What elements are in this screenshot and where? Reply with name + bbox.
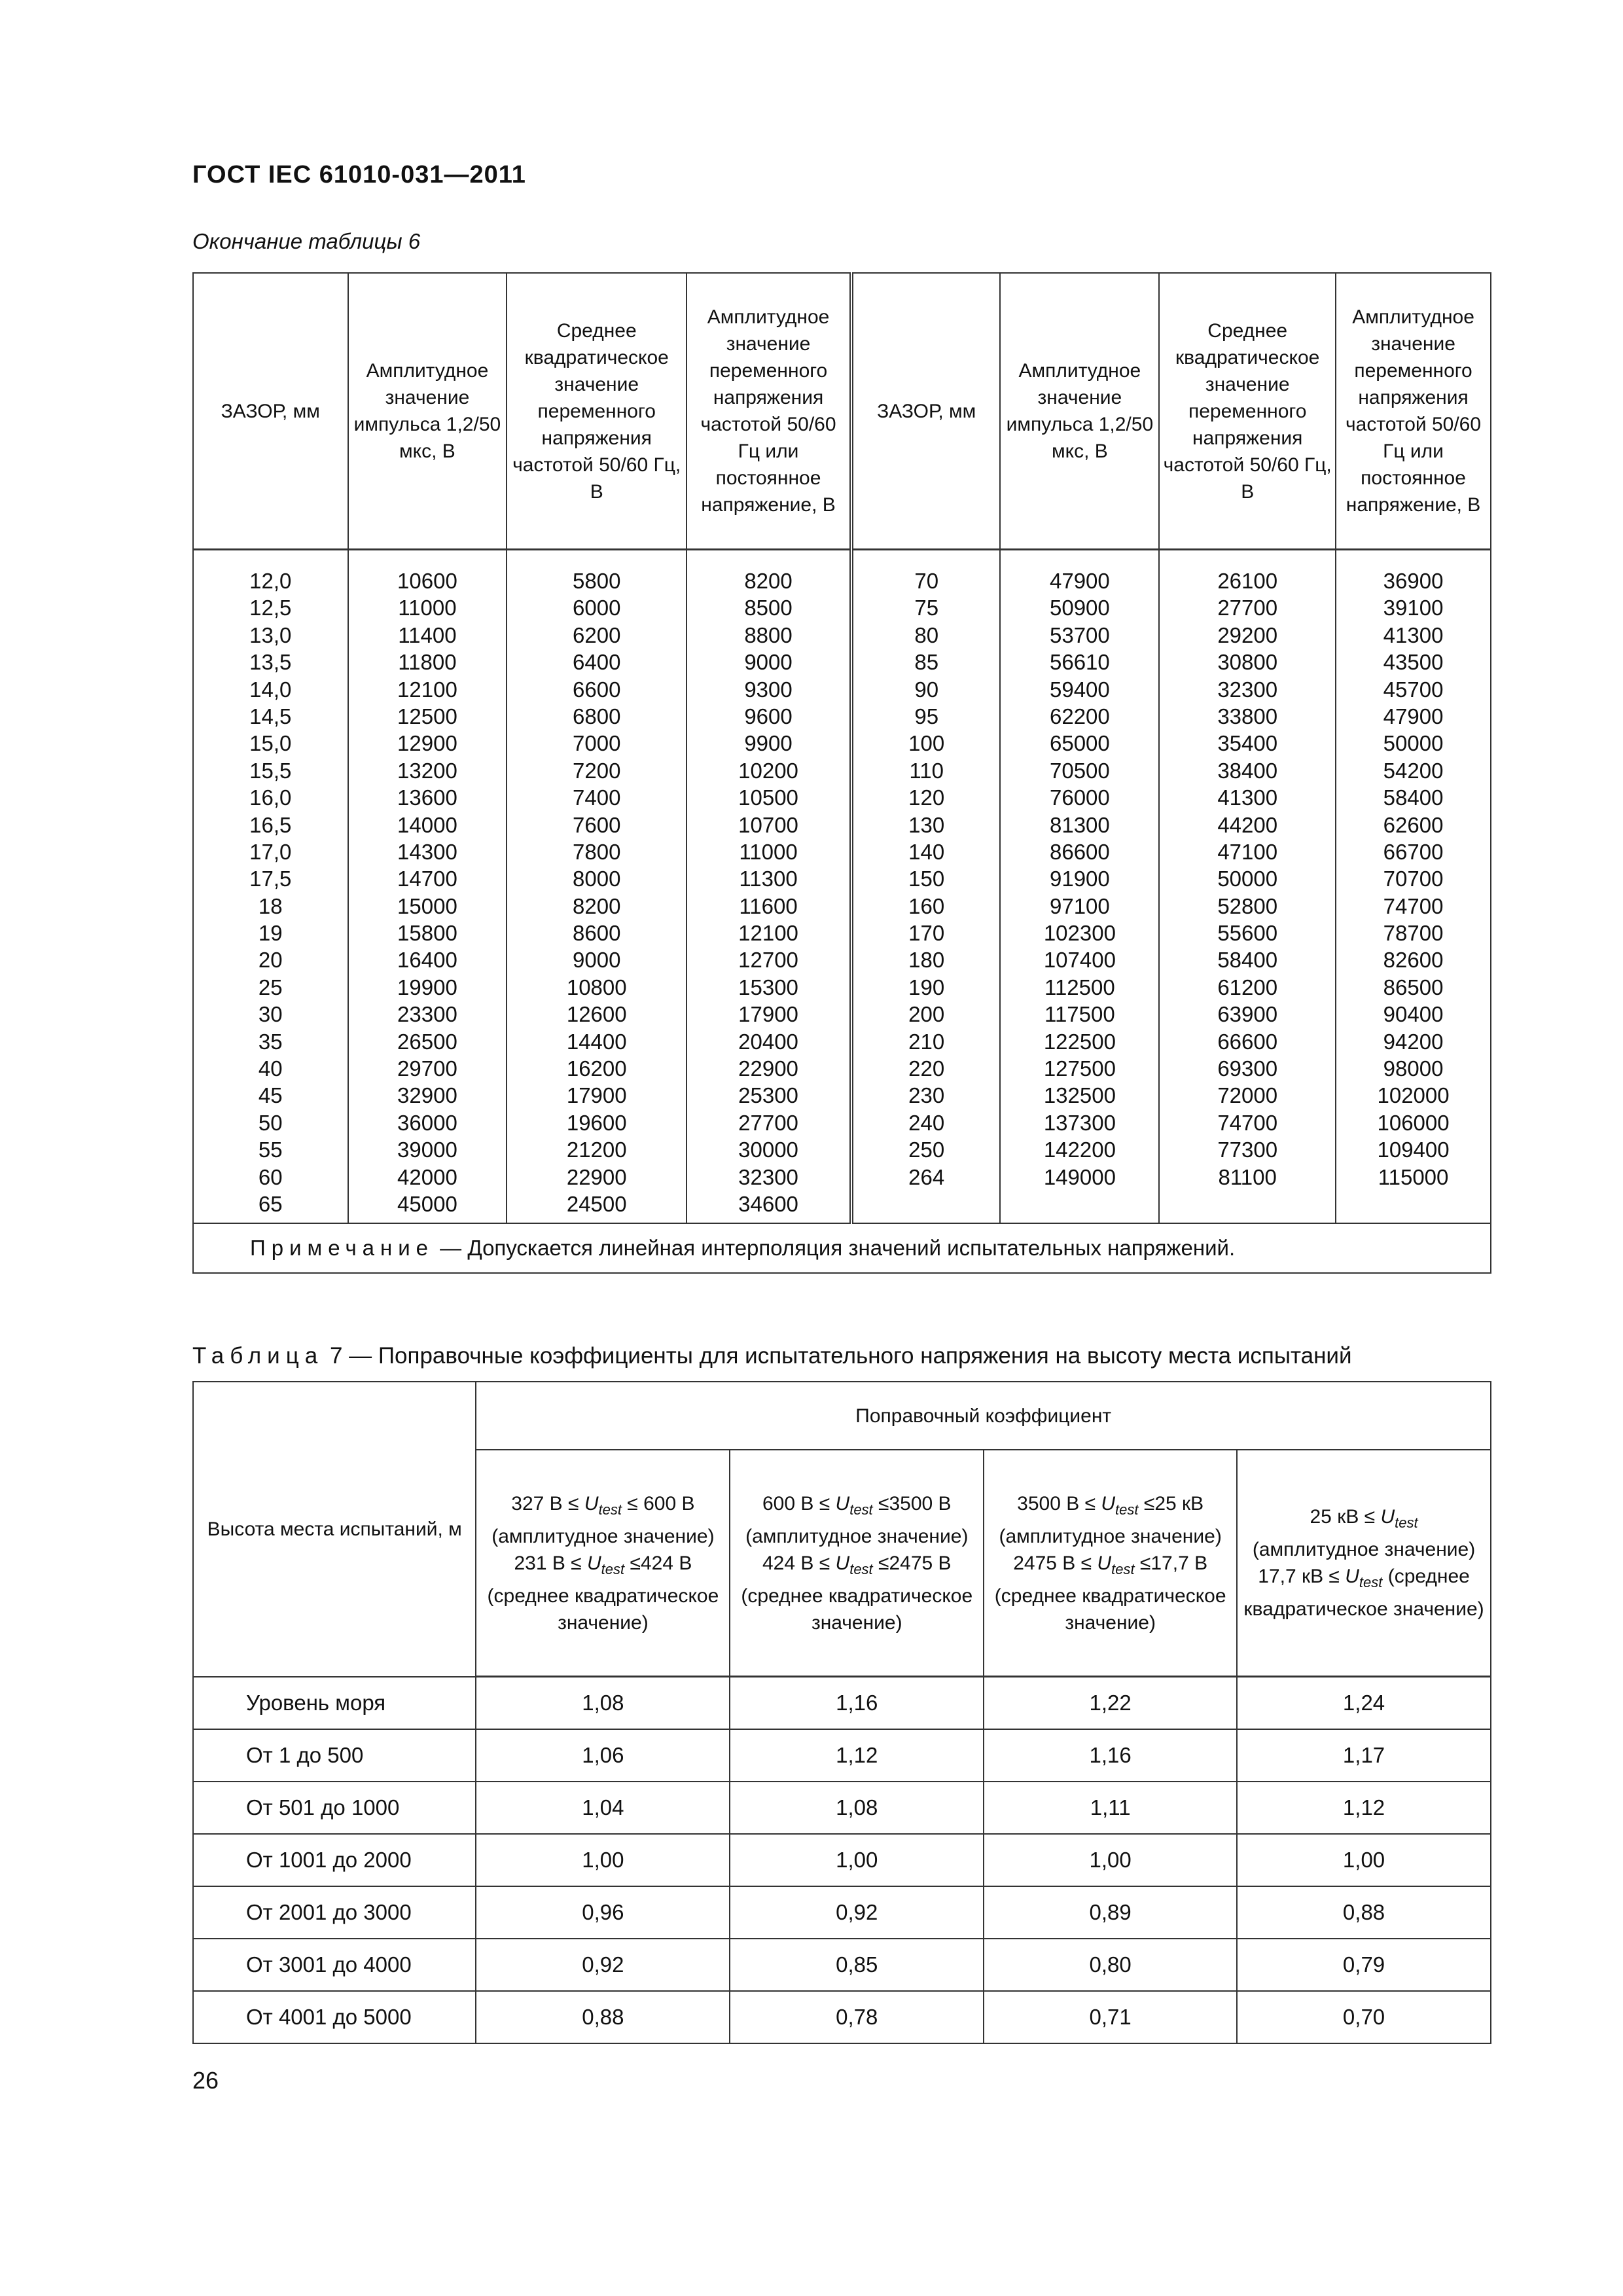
table-cell: 36900 [1383,569,1444,593]
coefficient-cell: 0,78 [730,1991,984,2043]
page-number: 26 [192,2067,219,2094]
table-cell: 9900 [744,731,793,756]
note-text: — Допускается линейная интерполяция значений испытательных напряжений. [434,1236,1236,1261]
table-row [193,1677,1491,1730]
table-row [193,1729,1491,1782]
coefficient-cell: 1,12 [730,1729,984,1782]
coefficient-cell: 1,04 [476,1782,730,1834]
table-cell: 74700 [1217,1110,1278,1135]
table-row [193,1991,1491,2043]
table-cell: 10500 [738,785,798,810]
table-cell: 47100 [1217,839,1278,864]
coefficient-cell: 1,16 [730,1677,984,1730]
table-cell: 97100 [1050,893,1110,918]
table-cell: 11000 [739,839,798,864]
table-cell: 55 [258,1138,283,1162]
table-cell: 50 [258,1110,283,1135]
col-peak-left [687,550,851,1224]
table-cell: 16400 [397,948,457,973]
table-row [193,1939,1491,1991]
table-cell: 32300 [738,1164,798,1189]
header-range-3: 3500 $В \le U_{test} \le 25$ кВ (амплитудное значение) 2475 $В \le U_{test} \le 17,7$ В (среднее квадратическое значение) [984,1450,1237,1677]
table-cell: 78700 [1383,921,1444,946]
table-cell: 110 [909,758,944,783]
table-cell: 9000 [573,948,621,973]
table-cell: 86500 [1383,975,1444,999]
table-cell: 39100 [1383,596,1444,620]
table-cell: 8200 [744,569,793,593]
table-cell: 55600 [1217,921,1278,946]
table-cell: 32900 [397,1083,457,1108]
table-cell: 130 [908,812,945,837]
table-cell: 7600 [573,812,621,837]
coefficient-cell: 0,89 [984,1886,1237,1939]
caption-prefix: Таблица [192,1343,324,1369]
table-cell: 264 [908,1164,945,1189]
coefficient-cell: 0,88 [1237,1886,1491,1939]
table-cell: 63900 [1217,1002,1278,1027]
table-6-header-row [193,273,1491,550]
table-cell: 77300 [1217,1138,1278,1162]
table-cell: 58400 [1217,948,1278,973]
table-cell: 14700 [397,867,457,891]
table-cell: 30000 [738,1138,798,1162]
table-cell: 13200 [397,758,457,783]
table-cell: 41300 [1383,622,1444,647]
caption-text: 7 — Поправочные коэффициенты для испытательного напряжения на высоту места испытаний [323,1343,1352,1369]
table-cell: 45 [258,1083,283,1108]
table-cell: 76000 [1050,785,1110,810]
table-cell: 66600 [1217,1029,1278,1054]
table-cell: 18 [258,893,283,918]
table-6-note [193,1223,1491,1273]
table-cell: 149000 [1043,1164,1116,1189]
table-continuation-title: Окончание таблицы 6 [192,229,421,253]
coefficient-cell: 1,00 [984,1834,1237,1886]
header-gap: ЗАЗОР, мм [193,273,348,550]
table-7-caption [192,1343,1352,1369]
table-cell: 7200 [573,758,621,783]
table-cell: 27700 [738,1110,798,1135]
table-cell: 160 [908,893,945,918]
table-row [193,1886,1491,1939]
table-cell: 10600 [397,569,457,593]
coefficient-cell: 1,00 [1237,1834,1491,1886]
table-cell: 7400 [573,785,621,810]
table-cell: 10700 [738,812,798,837]
table-6-note-row [193,1223,1491,1273]
table-cell: 17900 [738,1002,798,1027]
table-cell: 44200 [1217,812,1278,837]
table-7-header-row [193,1382,1491,1450]
table-cell: 11600 [739,893,798,918]
table-cell: 17,5 [249,867,292,891]
coefficient-cell: 1,08 [730,1782,984,1834]
coefficient-cell: 0,71 [984,1991,1237,2043]
table-cell: 58400 [1383,785,1444,810]
table-cell: 21200 [566,1138,627,1162]
table-cell: 22900 [566,1164,627,1189]
table-cell: 75 [914,596,939,620]
table-cell: 91900 [1050,867,1110,891]
coefficient-cell: 0,79 [1237,1939,1491,1991]
table-cell: 107400 [1043,948,1116,973]
table-cell: 13,5 [249,650,292,675]
table-cell: 5800 [573,569,621,593]
coefficient-cell: 1,00 [476,1834,730,1886]
table-cell: 11800 [398,650,457,675]
table-6 [192,272,1491,1274]
table-cell: 12100 [738,921,798,946]
document-header: ГОСТ IEC 61010-031—2011 [192,161,526,188]
table-cell: 20 [258,948,283,973]
row-label: Уровень моря [193,1677,476,1730]
table-cell: 50000 [1383,731,1444,756]
table-cell: 36000 [397,1110,457,1135]
table-cell: 20400 [738,1029,798,1054]
table-cell: 16200 [566,1056,627,1081]
coefficient-cell: 1,16 [984,1729,1237,1782]
table-cell: 24500 [566,1191,627,1216]
row-label: От 1001 до 2000 [193,1834,476,1886]
table-cell: 26500 [397,1029,457,1054]
table-cell: 14,0 [249,677,292,702]
table-cell: 7800 [573,839,621,864]
header-range-4: 25 кВ ≤ $U_{test}$ (амплитудное значение) 17,7 кВ ≤ $U_{test}$ (среднее квадратическое значение) [1237,1450,1491,1677]
coefficient-cell: 0,92 [730,1886,984,1939]
table-cell: 16,0 [249,785,292,810]
coefficient-cell: 0,88 [476,1991,730,2043]
table-cell: 127500 [1043,1056,1116,1081]
table-cell: 60 [258,1164,283,1189]
table-cell: 6800 [573,704,621,728]
table-cell: 38400 [1217,758,1278,783]
table-cell: 109400 [1377,1138,1450,1162]
table-cell: 45700 [1383,677,1444,702]
table-cell: 14300 [397,839,457,864]
table-cell: 34600 [738,1191,798,1216]
table-cell: 6400 [573,650,621,675]
col-impulse-right [1000,550,1159,1224]
table-cell: 9000 [744,650,793,675]
table-cell: 210 [908,1029,945,1054]
table-cell: 86600 [1050,839,1110,864]
table-row [193,1782,1491,1834]
table-cell: 11300 [739,867,798,891]
header-range-1: 327 $В \le U_{test} \le 600$ В (амплитудное значение) 231 $В \le U_{test} \le 424$ В (среднее квадратическое значение) [476,1450,730,1677]
table-cell: 140 [908,839,945,864]
col-rms-left [507,550,687,1224]
table-cell: 25300 [738,1083,798,1108]
table-cell: 47900 [1050,569,1110,593]
coefficient-cell: 1,00 [730,1834,984,1886]
table-cell: 230 [908,1083,945,1108]
col-gap-left [193,550,348,1224]
table-cell: 27700 [1217,596,1278,620]
table-cell: 8600 [573,921,621,946]
row-label: От 2001 до 3000 [193,1886,476,1939]
table-cell: 6600 [573,677,621,702]
table-cell: 47900 [1383,704,1444,728]
table-cell: 90 [914,677,939,702]
table-cell: 56610 [1050,650,1110,675]
table-cell: 70 [914,569,939,593]
table-cell: 8800 [744,622,793,647]
table-cell: 12700 [738,948,798,973]
table-cell: 53700 [1050,622,1110,647]
coefficient-cell: 1,08 [476,1677,730,1730]
table-cell: 33800 [1217,704,1278,728]
table-cell: 90400 [1383,1002,1444,1027]
table-cell: 12,5 [249,596,292,620]
table-cell: 80 [914,622,939,647]
coefficient-cell: 1,12 [1237,1782,1491,1834]
table-cell: 250 [908,1138,945,1162]
table-cell: 180 [908,948,945,973]
header-peak: Амплитудное значение переменного напряжения частотой 50/60 Гц или постоянное напряжение, В [1336,273,1491,550]
table-cell: 200 [908,1002,945,1027]
header-coefficient: Поправочный коэффициент [476,1382,1491,1450]
table-cell: 8000 [573,867,621,891]
table-cell: 43500 [1383,650,1444,675]
table-cell: 66700 [1383,839,1444,864]
table-cell: 150 [908,867,945,891]
table-cell: 30800 [1217,650,1278,675]
table-cell: 13600 [397,785,457,810]
table-cell: 142200 [1043,1138,1116,1162]
table-cell: 26100 [1217,569,1278,593]
table-cell: 72000 [1217,1083,1278,1108]
table-cell: 54200 [1383,758,1444,783]
header-peak: Амплитудное значение переменного напряжения частотой 50/60 Гц или постоянное напряжение, В [687,273,851,550]
table-cell: 19600 [566,1110,627,1135]
table-cell: 41300 [1217,785,1278,810]
coefficient-cell: 1,11 [984,1782,1237,1834]
table-cell: 29700 [397,1056,457,1081]
table-cell: 6200 [573,622,621,647]
coefficient-cell: 0,70 [1237,1991,1491,2043]
table-row [193,1834,1491,1886]
coefficient-cell: 1,17 [1237,1729,1491,1782]
header-rms: Среднее квадратическое значение переменного напряжения частотой 50/60 Гц, В [1159,273,1336,550]
table-cell: 120 [908,785,945,810]
coefficient-cell: 1,06 [476,1729,730,1782]
table-cell: 25 [258,975,283,999]
table-cell: 122500 [1043,1029,1116,1054]
table-cell: 9600 [744,704,793,728]
table-cell: 74700 [1383,893,1444,918]
table-6-data-row [193,550,1491,1224]
header-rms: Среднее квадратическое значение переменного напряжения частотой 50/60 Гц, В [507,273,687,550]
header-range-2: 600 $В \le U_{test} \le 3500$ В (амплитудное значение) 424 $В \le U_{test} \le 2475$ В (среднее квадратическое значение) [730,1450,984,1677]
row-label: От 4001 до 5000 [193,1991,476,2043]
note-prefix: Примечание [250,1236,435,1261]
table-cell: 12,0 [249,569,292,593]
table-cell: 15,0 [249,731,292,756]
table-cell: 10800 [566,975,627,999]
table-7-body [193,1677,1491,2044]
table-cell: 240 [908,1110,945,1135]
table-cell: 220 [908,1056,945,1081]
col-peak-right [1336,550,1491,1224]
col-impulse-left [348,550,507,1224]
table-cell: 132500 [1043,1083,1116,1108]
table-cell: 12600 [566,1002,627,1027]
table-cell: 11400 [398,622,457,647]
table-cell: 59400 [1050,677,1110,702]
col-gap-right [851,550,1001,1224]
table-cell: 137300 [1043,1110,1116,1135]
row-label: От 501 до 1000 [193,1782,476,1834]
table-cell: 8500 [744,596,793,620]
coefficient-cell: 0,96 [476,1886,730,1939]
table-cell: 23300 [397,1002,457,1027]
table-cell: 190 [908,975,945,999]
table-cell: 50000 [1217,867,1278,891]
table-cell: 70700 [1383,867,1444,891]
table-cell: 50900 [1050,596,1110,620]
table-cell: 42000 [397,1164,457,1189]
header-impulse: Амплитудное значение импульса 1,2/50 мкс, В [348,273,507,550]
table-cell: 14000 [397,812,457,837]
coefficient-cell: 1,22 [984,1677,1237,1730]
table-cell: 22900 [738,1056,798,1081]
coefficient-cell: 0,80 [984,1939,1237,1991]
table-cell: 14400 [566,1029,627,1054]
table-cell: 15000 [397,893,457,918]
header-gap: ЗАЗОР, мм [851,273,1001,550]
table-cell: 9300 [744,677,793,702]
table-cell: 12900 [397,731,457,756]
table-cell: 30 [258,1002,283,1027]
table-cell: 82600 [1383,948,1444,973]
table-cell: 15800 [397,921,457,946]
table-cell: 17900 [566,1083,627,1108]
table-cell: 39000 [397,1138,457,1162]
table-cell: 19900 [397,975,457,999]
coefficient-cell: 0,85 [730,1939,984,1991]
table-cell: 106000 [1377,1110,1450,1135]
table-cell: 12500 [397,704,457,728]
table-7 [192,1381,1491,2044]
table-cell: 13,0 [249,622,292,647]
table-cell: 8200 [573,893,621,918]
col-rms-right [1159,550,1336,1224]
table-cell: 81100 [1218,1164,1277,1189]
table-cell: 102000 [1377,1083,1450,1108]
header-height: Высота места испытаний, м [193,1382,476,1677]
header-impulse: Амплитудное значение импульса 1,2/50 мкс, В [1000,273,1159,550]
table-cell: 35400 [1217,731,1278,756]
table-cell: 52800 [1217,893,1278,918]
table-cell: 81300 [1050,812,1110,837]
table-cell: 12100 [397,677,457,702]
table-cell: 10200 [738,758,798,783]
table-cell: 62200 [1050,704,1110,728]
table-cell: 7000 [573,731,621,756]
table-cell: 85 [914,650,939,675]
table-cell: 61200 [1217,975,1278,999]
table-cell: 69300 [1217,1056,1278,1081]
table-cell: 29200 [1217,622,1278,647]
table-cell: 40 [258,1056,283,1081]
table-cell: 16,5 [249,812,292,837]
table-cell: 115000 [1378,1164,1449,1189]
table-cell: 45000 [397,1191,457,1216]
table-cell: 94200 [1383,1029,1444,1054]
table-cell: 32300 [1217,677,1278,702]
row-label: От 3001 до 4000 [193,1939,476,1991]
row-label: От 1 до 500 [193,1729,476,1782]
table-cell: 35 [258,1029,283,1054]
table-cell: 117500 [1044,1002,1115,1027]
table-cell: 62600 [1383,812,1444,837]
table-cell: 112500 [1044,975,1115,999]
table-cell: 15300 [738,975,798,999]
table-cell: 19 [258,921,283,946]
table-cell: 11000 [398,596,457,620]
table-cell: 102300 [1043,921,1116,946]
table-cell: 170 [908,921,945,946]
table-cell: 65000 [1050,731,1110,756]
table-cell: 6000 [573,596,621,620]
table-cell: 65 [258,1191,283,1216]
table-cell: 98000 [1383,1056,1444,1081]
table-cell: 95 [914,704,939,728]
table-cell: 17,0 [249,839,292,864]
table-cell: 14,5 [249,704,292,728]
coefficient-cell: 0,92 [476,1939,730,1991]
table-cell: 70500 [1050,758,1110,783]
table-cell: 15,5 [249,758,292,783]
coefficient-cell: 1,24 [1237,1677,1491,1730]
table-cell: 100 [908,731,945,756]
